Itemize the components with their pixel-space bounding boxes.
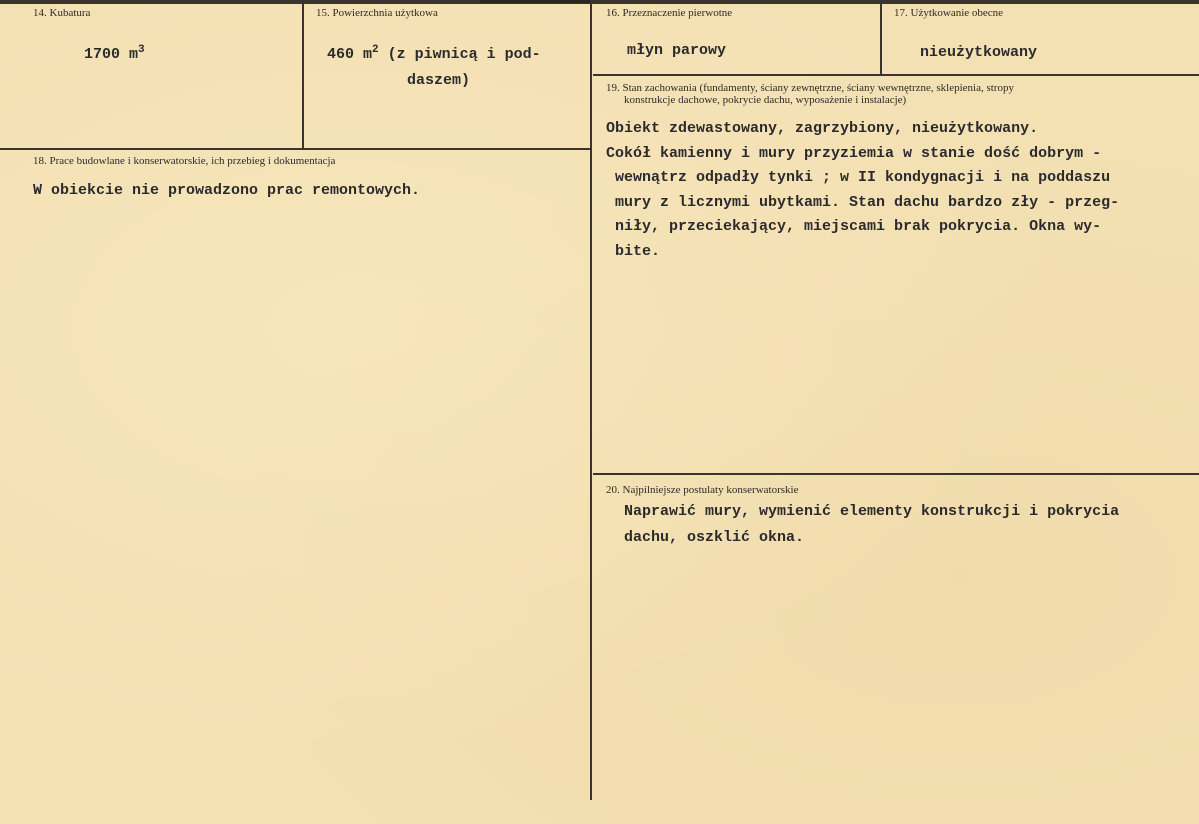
field-17-value: nieużytkowany [920,44,1038,61]
divider-main-vertical [590,0,592,800]
field-15-label: 15. Powierzchnia użytkowa [316,7,438,19]
divider-14-15 [302,0,304,148]
field-15-value-line2: daszem) [407,72,471,89]
field-16-value: młyn parowy [627,42,727,59]
divider-19-20 [593,473,1199,475]
field-16-label: 16. Przeznaczenie pierwotne [606,7,733,19]
field-18-value: W obiekcie nie prowadzono prac remontowych. [33,182,421,199]
top-mark [480,0,590,3]
field-19-label-line1: 19. Stan zachowania (fundamenty, ściany zewnętrzne, ściany wewnętrzne, sklepienia, stropy [606,82,1014,94]
field-15-value-line1: 460 $m^2$ (z piwnicą i pod- [327,44,541,63]
field-20-label: 20. Najpilniejsze postulaty konserwatorskie [606,484,799,496]
divider-top-right [593,74,1199,76]
field-19-label-line2: konstrukcje dachowe, pokrycie dachu, wyposażenie i instalacje) [624,94,907,106]
field-19-text: Obiekt zdewastowany, zagrzybiony, nieużytkowany. Cokół kamienny i mury przyziemia w stanie dość dobrym - wewnątrz odpadły tynki ; w II kondygnacji i na poddaszu mury z licznymi ubytkami. Stan dachu bardzo zły - przeg- niły, przeciekający, miejscami brak pokrycia. Okna wy- bite. [606,120,1120,260]
field-20-text: Naprawić mury, wymienić elementy konstrukcji i pokrycia dachu, oszklić okna. [624,503,1120,546]
field-18-label: 18. Prace budowlane i konserwatorskie, ich przebieg i dokumentacja [33,155,336,167]
divider-16-17 [880,0,882,75]
field-14-value: 1700 $m^3$ [84,44,145,63]
top-border [0,0,1199,4]
field-17-label: 17. Użytkowanie obecne [894,7,1004,19]
field-14-label: 14. Kubatura [33,7,91,19]
divider-top-left [0,148,592,150]
